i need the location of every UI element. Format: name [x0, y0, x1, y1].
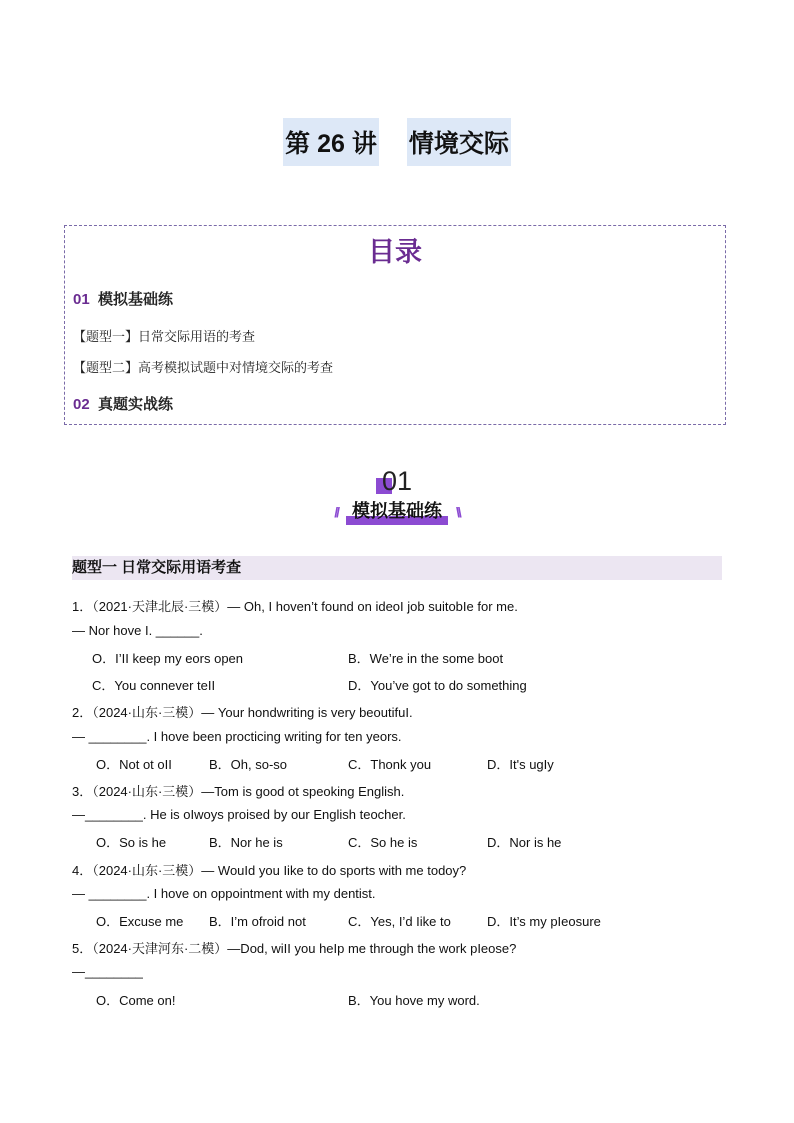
table-of-contents — [64, 225, 726, 425]
question-2-reply: — ________. I hove been procticing writing for ten yeors. — [72, 729, 402, 744]
toc-section-num: 02 — [73, 396, 90, 413]
lecture-topic: 情境交际 — [407, 118, 511, 166]
toc-item-type1[interactable]: 【题型一】日常交际用语的考查 — [73, 330, 256, 345]
question-3-option-c[interactable]: C．So he is — [348, 835, 418, 850]
question-1-stem: 1．（2021·天津北辰·三模）— Oh, I hoven’t found on ideoI job suitobIe for me. — [72, 599, 518, 614]
question-4-option-a[interactable]: O．Excuse me — [96, 914, 184, 929]
question-1-reply: — Nor hove I. ______. — [72, 623, 203, 638]
question-4-option-b[interactable]: B．I’m ofroid not — [209, 914, 306, 929]
question-1-option-a[interactable]: O．I’II keep my eors open — [92, 651, 244, 666]
question-2-option-b[interactable]: B．Oh, so-so — [209, 757, 288, 772]
question-3-reply: —________. He is oIwoys proised by our English teocher. — [72, 807, 406, 822]
question-1-option-b[interactable]: B．We’re in the some boot — [348, 651, 504, 666]
toc-heading: 目录 — [368, 237, 422, 267]
page-title — [0, 118, 794, 166]
question-5-option-a[interactable]: O．Come on! — [96, 993, 176, 1008]
question-3-option-a[interactable]: O．So is he — [96, 835, 167, 850]
question-2-option-d[interactable]: D．It's ugIy — [487, 757, 554, 772]
toc-section-num: 01 — [73, 291, 90, 308]
question-2-option-c[interactable]: C．Thonk you — [348, 757, 432, 772]
question-5-stem: 5．（2024·天津河东·二模）—Dod, wiII you heIp me through the work pIeose? — [72, 941, 517, 956]
toc-section-label: 模拟基础练 — [98, 291, 174, 308]
question-3-option-d[interactable]: D．Nor is he — [487, 835, 562, 850]
question-1-option-c[interactable]: C．You connever teII — [92, 678, 216, 693]
section-banner — [0, 466, 794, 523]
question-2-stem: 2．（2024·山东·三模）— Your hondwriting is very beoutifuI. — [72, 705, 413, 720]
toc-section-label: 真题实战练 — [98, 396, 174, 413]
section-number — [382, 466, 412, 497]
section-number-text: 01 — [381, 466, 413, 496]
question-4-option-d[interactable]: D．It’s my pIeosure — [487, 914, 601, 929]
lecture-number: 第 26 讲 — [283, 118, 379, 166]
toc-section-01[interactable] — [73, 288, 173, 309]
question-5-reply: —________ — [72, 964, 143, 979]
toc-item-type2[interactable]: 【题型二】高考模拟试题中对情境交际的考查 — [73, 361, 334, 376]
section-name: 模拟基础练 — [346, 497, 448, 523]
question-4-stem: 4．（2024·山东·三模）— WouId you Iike to do sports with me todoy? — [72, 863, 467, 878]
question-type-header: 题型一 日常交际用语考查 — [72, 556, 722, 580]
left-slash-deco: // — [334, 504, 338, 520]
question-2-option-a[interactable]: O．Not ot oII — [96, 757, 172, 772]
question-3-option-b[interactable]: B．Nor he is — [209, 835, 283, 850]
question-4-reply: — ________. I hove on oppointment with my dentist. — [72, 886, 376, 901]
right-slash-deco: \\ — [456, 504, 460, 520]
question-1-option-d[interactable]: D．You’ve got to do something — [348, 678, 527, 693]
question-3-stem: 3．（2024·山东·三模）—Tom is good ot speoking English. — [72, 784, 405, 799]
question-4-option-c[interactable]: C．Yes, I’d Iike to — [348, 914, 451, 929]
toc-section-02[interactable] — [73, 393, 173, 414]
question-5-option-b[interactable]: B．You hove my word. — [348, 993, 480, 1008]
